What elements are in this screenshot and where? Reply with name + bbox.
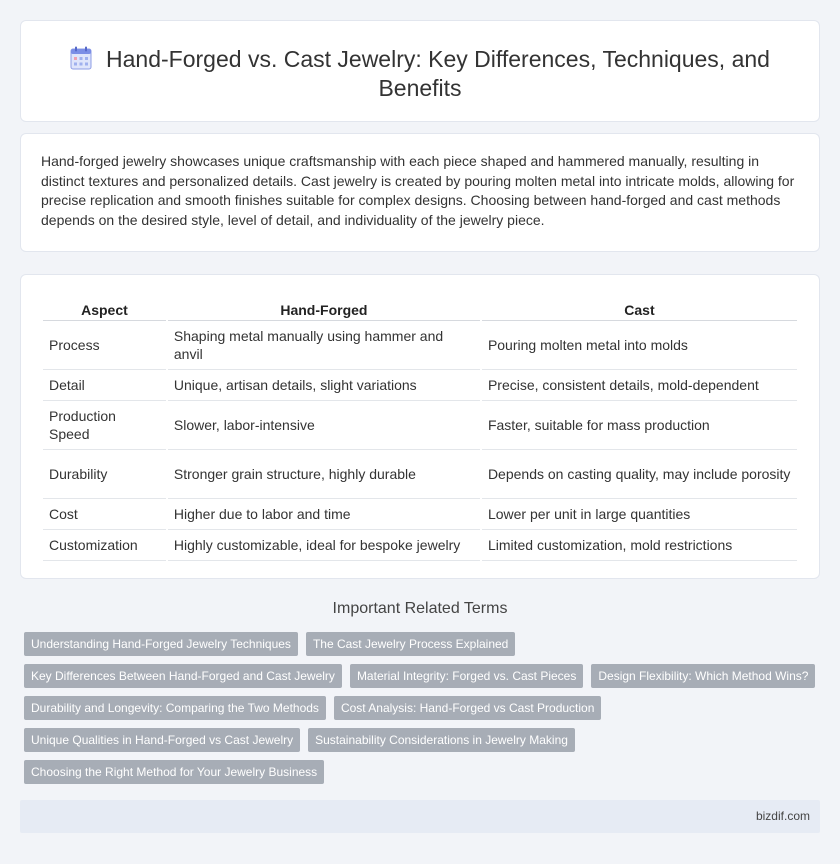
column-header-aspect: Aspect [43, 291, 166, 321]
related-term-tag[interactable]: Sustainability Considerations in Jewelry Making [308, 728, 575, 752]
table-cell: Production Speed [43, 401, 166, 450]
comparison-table [41, 291, 799, 561]
table-row [43, 401, 797, 450]
page-title: Hand-Forged vs. Cast Jewelry: Key Differences, Techniques, and Benefits [106, 46, 770, 101]
table-cell: Detail [43, 370, 166, 401]
table-cell: Limited customization, mold restrictions [482, 530, 797, 561]
column-header-cast: Cast [482, 291, 797, 321]
related-terms-list [20, 632, 820, 792]
footer-site-link[interactable]: bizdif.com [755, 809, 810, 823]
table-cell: Process [43, 321, 166, 370]
table-header-row [43, 291, 797, 321]
table-cell: Faster, suitable for mass production [482, 401, 797, 450]
table-row [43, 370, 797, 401]
related-term-tag[interactable]: The Cast Jewelry Process Explained [306, 632, 515, 656]
page-title-wrap [61, 45, 779, 103]
table-cell: Customization [43, 530, 166, 561]
table-row [43, 321, 797, 370]
tag-row [20, 664, 820, 688]
table-cell: Depends on casting quality, may include porosity [482, 450, 797, 499]
table-cell: Stronger grain structure, highly durable [168, 450, 480, 499]
tag-row [20, 632, 820, 656]
related-term-tag[interactable]: Durability and Longevity: Comparing the Two Methods [24, 696, 326, 720]
related-terms-heading: Important Related Terms [332, 600, 508, 617]
related-term-tag[interactable]: Choosing the Right Method for Your Jewelry Business [24, 760, 324, 784]
comparison-table-card [20, 274, 820, 579]
table-cell: Higher due to labor and time [168, 499, 480, 530]
column-header-hand-forged: Hand-Forged [168, 291, 480, 321]
table-cell: Pouring molten metal into molds [482, 321, 797, 370]
intro-card [20, 133, 820, 252]
table-cell: Slower, labor-intensive [168, 401, 480, 450]
table-cell: Highly customizable, ideal for bespoke jewelry [168, 530, 480, 561]
table-cell: Lower per unit in large quantities [482, 499, 797, 530]
table-cell: Unique, artisan details, slight variations [168, 370, 480, 401]
intro-paragraph: Hand-forged jewelry showcases unique craftsmanship with each piece shaped and hammered manually, resulting in distinct textures and personalized details. Cast jewelry is created by pouring molten metal into intricate molds, allowing for precise replication and smooth finishes suitable for complex designs. Choosing between hand-forged and cast methods depends on the desired style, level of detail, and individuality of the jewelry piece. [41, 153, 795, 228]
table-row [43, 450, 797, 499]
table-cell: Cost [43, 499, 166, 530]
footer [20, 800, 820, 833]
table-row [43, 530, 797, 561]
table-row [43, 499, 797, 530]
header-card [20, 20, 820, 122]
table-cell: Precise, consistent details, mold-dependent [482, 370, 797, 401]
calendar-icon [70, 46, 92, 70]
related-term-tag[interactable]: Understanding Hand-Forged Jewelry Techniques [24, 632, 298, 656]
related-term-tag[interactable]: Key Differences Between Hand-Forged and Cast Jewelry [24, 664, 342, 688]
related-term-tag[interactable]: Design Flexibility: Which Method Wins? [591, 664, 815, 688]
tag-row [20, 728, 820, 752]
tag-row [20, 696, 820, 720]
related-term-tag[interactable]: Material Integrity: Forged vs. Cast Pieces [350, 664, 583, 688]
table-cell: Durability [43, 450, 166, 499]
related-term-tag[interactable]: Cost Analysis: Hand-Forged vs Cast Production [334, 696, 601, 720]
related-term-tag[interactable]: Unique Qualities in Hand-Forged vs Cast Jewelry [24, 728, 300, 752]
table-cell: Shaping metal manually using hammer and anvil [168, 321, 480, 370]
tag-row [20, 760, 820, 784]
